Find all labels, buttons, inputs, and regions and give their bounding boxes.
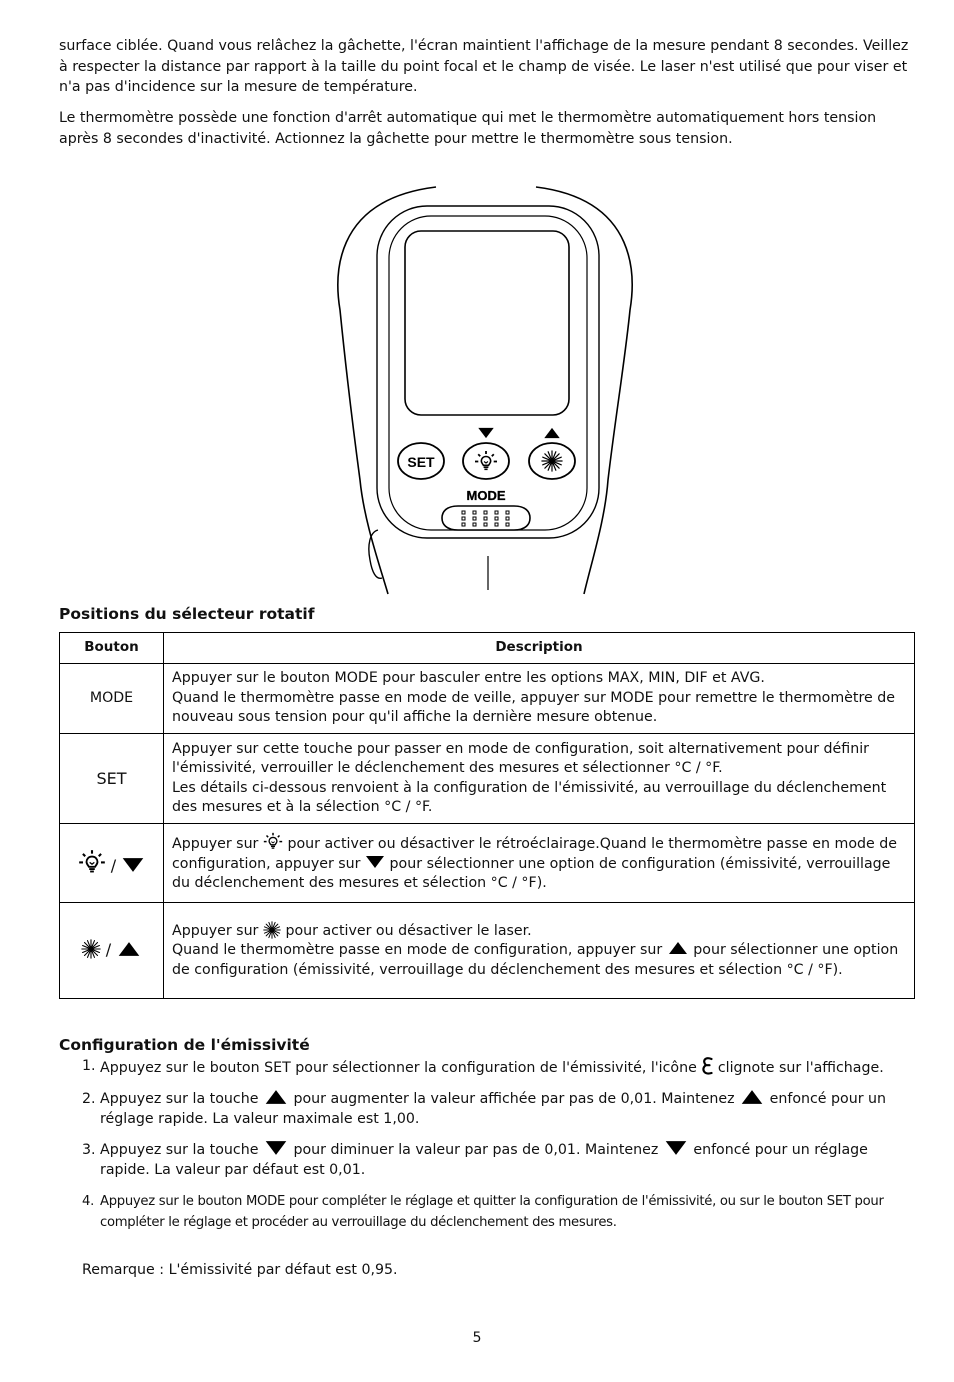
button-separator: /: [105, 940, 112, 960]
laser-starburst-icon: [263, 921, 281, 939]
description-text: pour sélectionner une option de configuration (émissivité, verrouillage du déclenchement des mesures et sélection °C / °F).: [172, 942, 899, 978]
down-arrow-icon: [365, 855, 385, 869]
down-arrow-icon: [663, 1140, 689, 1156]
laser-starburst-icon: [81, 939, 101, 959]
step-text: pour diminuer la valeur par pas de 0,01. Maintenez: [293, 1141, 659, 1158]
list-item: [82, 1056, 922, 1079]
backlight-bulb-icon: [263, 832, 283, 852]
step-text: Appuyez sur le bouton SET pour sélectionner la configuration de l'émissivité, l'icône: [100, 1060, 697, 1076]
up-arrow-icon: [263, 1089, 289, 1105]
laser-starburst-icon: [542, 451, 562, 471]
description-text: pour sélectionner une option de configuration (émissivité, verrouillage du déclenchement des mesures et sélection °C / °F).: [172, 855, 891, 892]
page-number: 5: [472, 1330, 482, 1346]
cell-description-backlight: [164, 824, 915, 903]
down-arrow-icon: [121, 857, 145, 873]
step-number: 4.: [82, 1193, 94, 1209]
step-text: Appuyez sur la touche: [100, 1141, 259, 1158]
default-emissivity-note: Remarque : L'émissivité par défaut est 0,95.: [82, 1262, 398, 1278]
step-number: 2.: [82, 1090, 96, 1107]
description-line: Appuyer sur le bouton MODE pour basculer entre les options MAX, MIN, DIF et AVG.: [172, 670, 765, 687]
description-text: pour activer ou désactiver le rétroéclairage.Quand le thermomètre passe en mode de configuration, appuyer sur: [172, 836, 897, 872]
list-item: [82, 1140, 922, 1181]
step-text: enfoncé pour un réglage rapide. La valeur par défaut est 0,01.: [100, 1141, 868, 1178]
step-text: enfoncé pour un réglage rapide. La valeur maximale est 1,00.: [100, 1090, 887, 1127]
up-arrow-icon: [544, 428, 559, 438]
table-row-backlight: [60, 824, 915, 903]
device-faceplate-inner: [389, 216, 587, 530]
lcd-screen: [405, 231, 569, 415]
cell-button-set: SET: [60, 734, 164, 824]
thermometer-illustration: [330, 184, 640, 596]
cell-button-backlight: [60, 824, 164, 903]
intro-paragraph-1: surface ciblée. Quand vous relâchez la gâchette, l'écran maintient l'affichage de la mesure pendant 8 secondes. Veillez à respecter la distance par rapport à la taille du point focal et le champ de visée. Le laser n'est utilisé que pour viser et n'a pas d'incidence sur la mesure de température.: [59, 38, 909, 95]
up-arrow-icon: [739, 1089, 765, 1105]
table-row-mode: [60, 664, 915, 734]
emissivity-epsilon-icon: [701, 1056, 713, 1076]
step-text: Appuyez sur le bouton MODE pour compléter le réglage et quitter la configuration de l'émissivité, ou sur le bouton SET pour compléter le réglage et procéder au verrouillage du déclenchement des mesures.: [100, 1193, 884, 1230]
device-body-outline: [338, 187, 632, 594]
cell-description-set: [164, 734, 915, 824]
table-header-row: [60, 633, 915, 664]
emissivity-heading: Configuration de l'émissivité: [59, 1036, 310, 1054]
description-line: Les détails ci-dessous renvoient à la configuration de l'émissivité, au verrouillage du déclenchement des mesures et à la sélection °C / °F.: [172, 779, 887, 815]
rotary-positions-heading: Positions du sélecteur rotatif: [59, 605, 315, 623]
backlight-bulb-icon: [78, 849, 106, 877]
description-text: Quand le thermomètre passe en mode de configuration, appuyer sur: [172, 942, 663, 959]
step-number: 3.: [82, 1141, 96, 1158]
buttons-table: [59, 632, 915, 999]
header-description: Description: [164, 633, 915, 664]
list-item: [82, 1089, 922, 1130]
step-number: 1.: [82, 1058, 96, 1074]
cell-button-laser: [60, 903, 164, 999]
mode-label: MODE: [466, 488, 506, 503]
description-line: Quand le thermomètre passe en mode de veille, appuyer sur MODE pour remettre le thermomètre de nouveau sous tension pour qu'il affiche la dernière mesure obtenue.: [172, 689, 895, 726]
up-arrow-icon: [116, 941, 142, 957]
button-separator: /: [110, 855, 117, 875]
table-row-laser: [60, 903, 915, 999]
intro-paragraph-2: Le thermomètre possède une fonction d'arrêt automatique qui met le thermomètre automatiquement hors tension après 8 secondes d'inactivité. Actionnez la gâchette pour mettre le thermomètre sous tension.: [59, 110, 877, 147]
description-text: pour activer ou désactiver le laser.: [285, 922, 532, 939]
backlight-bulb-icon: [475, 451, 497, 469]
cell-description-mode: [164, 664, 915, 734]
table-row-set: [60, 734, 915, 824]
list-item: [82, 1191, 922, 1233]
description-text: Appuyer sur: [172, 922, 259, 939]
cell-button-mode: MODE: [60, 664, 164, 734]
down-arrow-icon: [263, 1140, 289, 1156]
header-button: Bouton: [60, 633, 164, 664]
step-text: clignote sur l'affichage.: [717, 1060, 884, 1076]
backlight-button[interactable]: [463, 443, 509, 479]
up-arrow-icon: [667, 941, 689, 955]
emissivity-steps: [82, 1056, 922, 1243]
down-arrow-icon: [478, 428, 493, 438]
description-text: Appuyer sur: [172, 836, 259, 853]
description-line: Appuyer sur cette touche pour passer en mode de configuration, soit alternativement pour définir l'émissivité, verrouiller le déclenchement des mesures et sélectionner °C / °F.: [172, 740, 869, 776]
set-button-label: SET: [407, 454, 435, 470]
cell-description-laser: [164, 903, 915, 999]
step-text: Appuyez sur la touche: [100, 1090, 259, 1107]
step-text: pour augmenter la valeur affichée par pas de 0,01. Maintenez: [293, 1090, 735, 1107]
